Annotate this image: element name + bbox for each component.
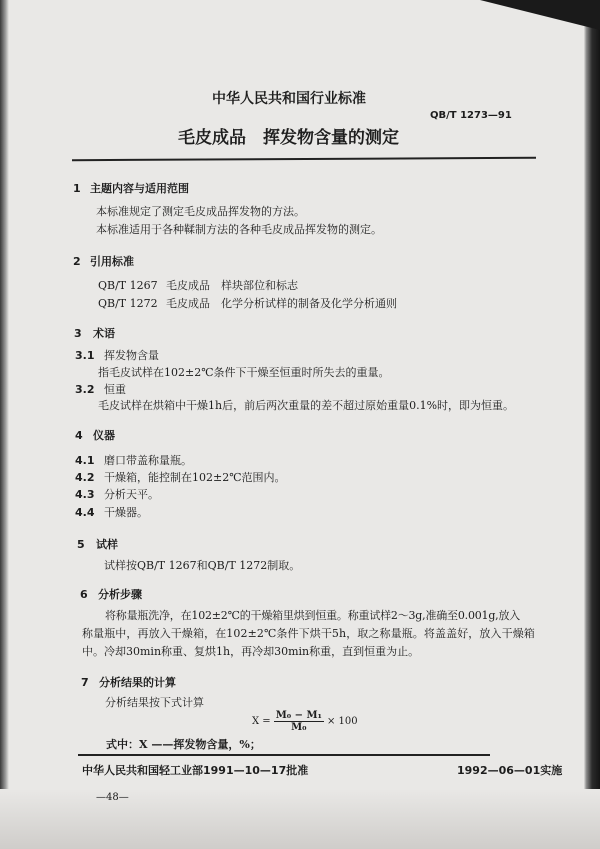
paragraph: 分析结果按下式计算 xyxy=(105,696,204,709)
clause-text: 干燥箱，能控制在102±2℃范围内。 xyxy=(104,471,286,484)
section-1-title: 主题内容与适用范围 xyxy=(90,182,189,195)
clause-number: 4.2 xyxy=(75,471,95,484)
paragraph: 试样按QB/T 1267和QB/T 1272制取。 xyxy=(104,559,301,572)
formula xyxy=(252,710,358,733)
clause-term: 挥发物含量 xyxy=(104,349,159,362)
section-4-number: 4 xyxy=(75,429,83,442)
paragraph: 称量瓶中，再放入干燥箱，在102±2℃条件下烘干5h，取之称量瓶。将盖盖好，放入干燥箱 xyxy=(82,627,535,640)
scan-edge-right xyxy=(584,0,600,849)
section-7-number: 7 xyxy=(81,676,89,689)
formula-numerator: M₀ − M₁ xyxy=(275,710,322,721)
document-title: 毛皮成品 挥发物含量的测定 xyxy=(178,128,399,148)
approval-line: 中华人民共和国轻工业部1991—10—17批准 xyxy=(82,764,309,777)
section-4-title: 仪器 xyxy=(93,429,115,442)
section-6-number: 6 xyxy=(80,588,88,601)
clause-number: 4.1 xyxy=(75,454,95,467)
section-2-number: 2 xyxy=(73,255,81,268)
ref-code: QB/T 1272 xyxy=(98,297,158,310)
footer-rule xyxy=(78,754,490,756)
formula-denominator: M₀ xyxy=(291,722,307,733)
header-rule xyxy=(72,157,536,161)
clause-text: 磨口带盖称量瓶。 xyxy=(104,454,192,467)
clause-definition: 指毛皮试样在102±2℃条件下干燥至恒重时所失去的重量。 xyxy=(98,366,390,379)
clause-number: 4.3 xyxy=(75,488,95,501)
section-3-title: 术语 xyxy=(93,327,115,340)
paragraph: 本标准适用于各种鞣制方法的各种毛皮成品挥发物的测定。 xyxy=(96,223,382,236)
section-6-title: 分析步骤 xyxy=(98,588,142,601)
clause-text: 干燥器。 xyxy=(104,506,148,519)
clause-number: 4.4 xyxy=(75,506,95,519)
ref-name: 毛皮成品 样块部位和标志 xyxy=(166,279,298,292)
formula-lhs: X = xyxy=(252,716,271,727)
section-2-title: 引用标准 xyxy=(90,255,134,268)
clause-number: 3.1 xyxy=(75,349,95,362)
issuer-heading: 中华人民共和国行业标准 xyxy=(212,91,366,107)
effective-date: 1992—06—01实施 xyxy=(457,764,563,777)
clause-number: 3.2 xyxy=(75,383,95,396)
section-1-number: 1 xyxy=(73,182,81,195)
standard-code: QB/T 1273—91 xyxy=(430,110,512,121)
section-5-title: 试样 xyxy=(96,538,118,551)
section-3-number: 3 xyxy=(74,327,82,340)
section-5-number: 5 xyxy=(77,538,85,551)
ref-name: 毛皮成品 化学分析试样的制备及化学分析通则 xyxy=(166,297,397,310)
ref-code: QB/T 1267 xyxy=(98,279,158,292)
scan-corner xyxy=(480,0,600,30)
paragraph: 本标准规定了测定毛皮成品挥发物的方法。 xyxy=(96,205,305,218)
scan-shadow-bottom xyxy=(0,789,600,849)
clause-term: 恒重 xyxy=(104,383,126,396)
section-7-title: 分析结果的计算 xyxy=(99,676,176,689)
paragraph: 将称量瓶洗净，在102±2℃的干燥箱里烘到恒重。称重试样2～3g,准确至0.001g,放入 xyxy=(105,609,521,622)
clause-text: 分析天平。 xyxy=(104,488,159,501)
scan-edge-left xyxy=(0,0,9,849)
formula-legend: 式中：X ——挥发物含量，%； xyxy=(106,738,261,751)
paragraph: 中。冷却30min称重、复烘1h，再冷却30min称重，直到恒重为止。 xyxy=(82,645,420,658)
formula-rhs: × 100 xyxy=(326,716,358,727)
page-number: —48— xyxy=(96,792,129,803)
clause-definition: 毛皮试样在烘箱中干燥1h后，前后两次重量的差不超过原始重量0.1%时，即为恒重。 xyxy=(98,399,515,412)
